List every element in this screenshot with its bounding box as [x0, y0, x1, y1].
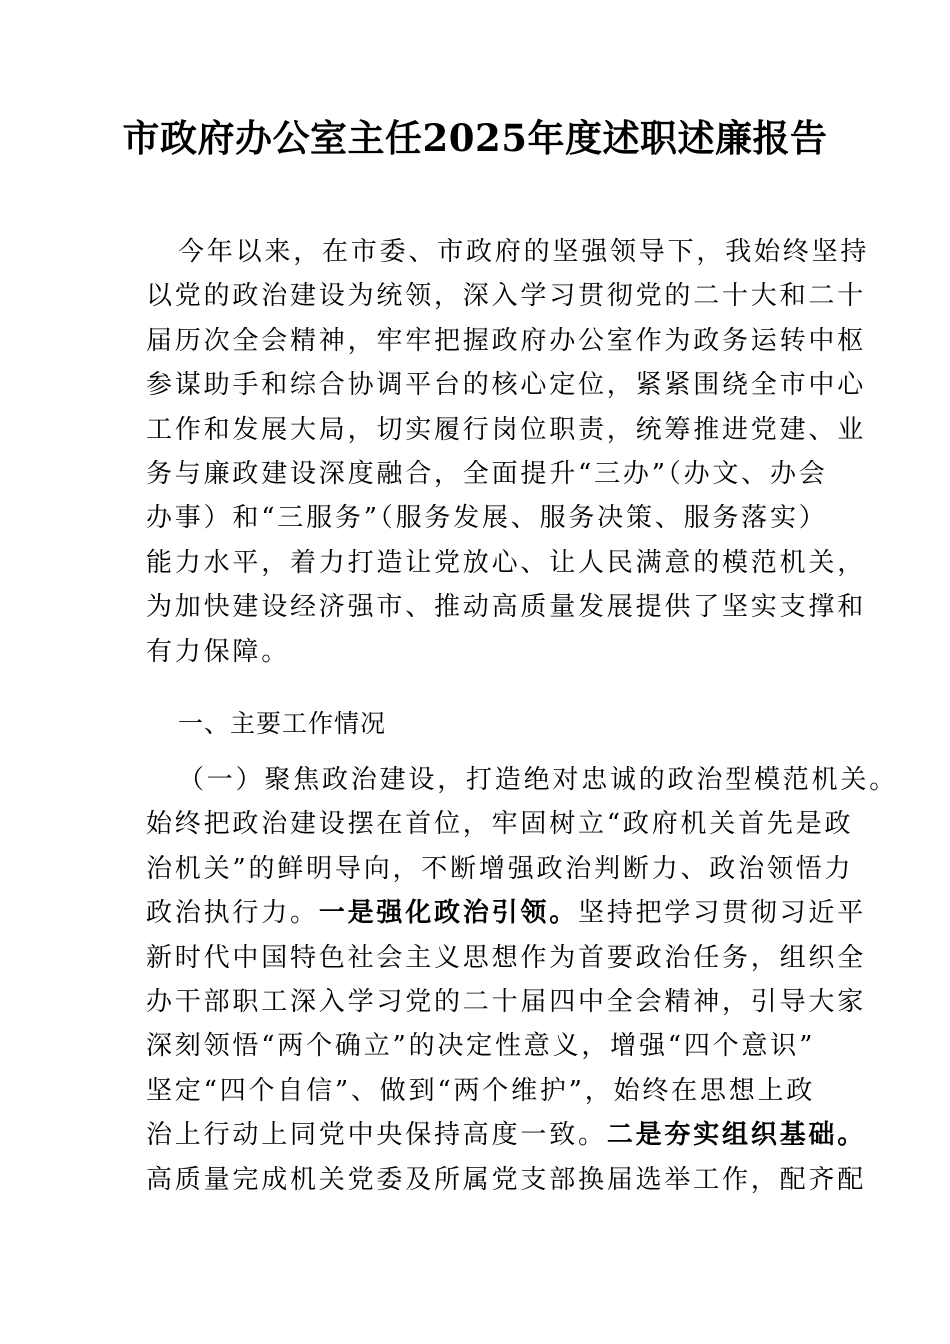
paragraph-line: （一）聚焦政治建设，打造绝对忠诚的政治型模范机关。	[178, 765, 899, 795]
bold-lead: 二是夯实组织基础。	[606, 1120, 867, 1151]
paragraph-line: 有力保障。	[146, 636, 291, 667]
paragraph-line: 办干部职工深入学习党的二十届四中全会精神，引导大家	[146, 986, 867, 1017]
paragraph-line: 治机关”的鲜明导向，不断增强政治判断力、政治领悟力	[146, 853, 854, 884]
paragraph-line: 新时代中国特色社会主义思想作为首要政治任务，组织全	[146, 942, 867, 973]
intro-paragraph	[146, 230, 870, 674]
paragraph-line: 始终把政治建设摆在首位，牢固树立“政府机关首先是政	[146, 809, 854, 840]
paragraph-line: 务与廉政建设深度融合，全面提升“三办”（办文、办会	[146, 458, 828, 489]
bold-lead: 一是强化政治引领。	[318, 898, 579, 929]
inline-text: 政治执行力。	[146, 898, 319, 929]
paragraph-line: 深刻领悟“两个确立”的决定性意义，增强“四个意识”	[146, 1031, 816, 1062]
paragraph-line: 以党的政治建设为统领，深入学习贯彻党的二十大和二十	[146, 281, 867, 312]
paragraph-line	[146, 1113, 867, 1157]
paragraph-line	[146, 891, 867, 935]
document-title: 市政府办公室主任2025年度述职述廉报告	[122, 116, 828, 160]
paragraph-line: 办事）和“三服务”（服务发展、服务决策、服务落实）	[146, 503, 828, 534]
paragraph-line: 高质量完成机关党委及所属党支部换届选举工作，配齐配	[146, 1164, 867, 1195]
paragraph-line: 工作和发展大局，切实履行岗位职责，统筹推进党建、业	[146, 414, 867, 445]
paragraph-line: 能力水平，着力打造让党放心、让人民满意的模范机关，	[146, 547, 867, 578]
inline-text: 坚持把学习贯彻习近平	[578, 898, 867, 929]
paragraph-line: 今年以来，在市委、市政府的坚强领导下，我始终坚持	[178, 237, 870, 267]
inline-text: 治上行动上同党中央保持高度一致。	[146, 1120, 607, 1151]
paragraph-line: 为加快建设经济强市、推动高质量发展提供了坚实支撑和	[146, 592, 867, 623]
section-paragraph	[146, 758, 899, 1202]
paragraph-line: 参谋助手和综合协调平台的核心定位，紧紧围绕全市中心	[146, 370, 867, 401]
paragraph-line: 坚定“四个自信”、做到“两个维护”，始终在思想上政	[146, 1075, 816, 1106]
section-heading: 一、主要工作情况	[178, 709, 387, 738]
paragraph-line: 届历次全会精神，牢牢把握政府办公室作为政务运转中枢	[146, 325, 867, 356]
